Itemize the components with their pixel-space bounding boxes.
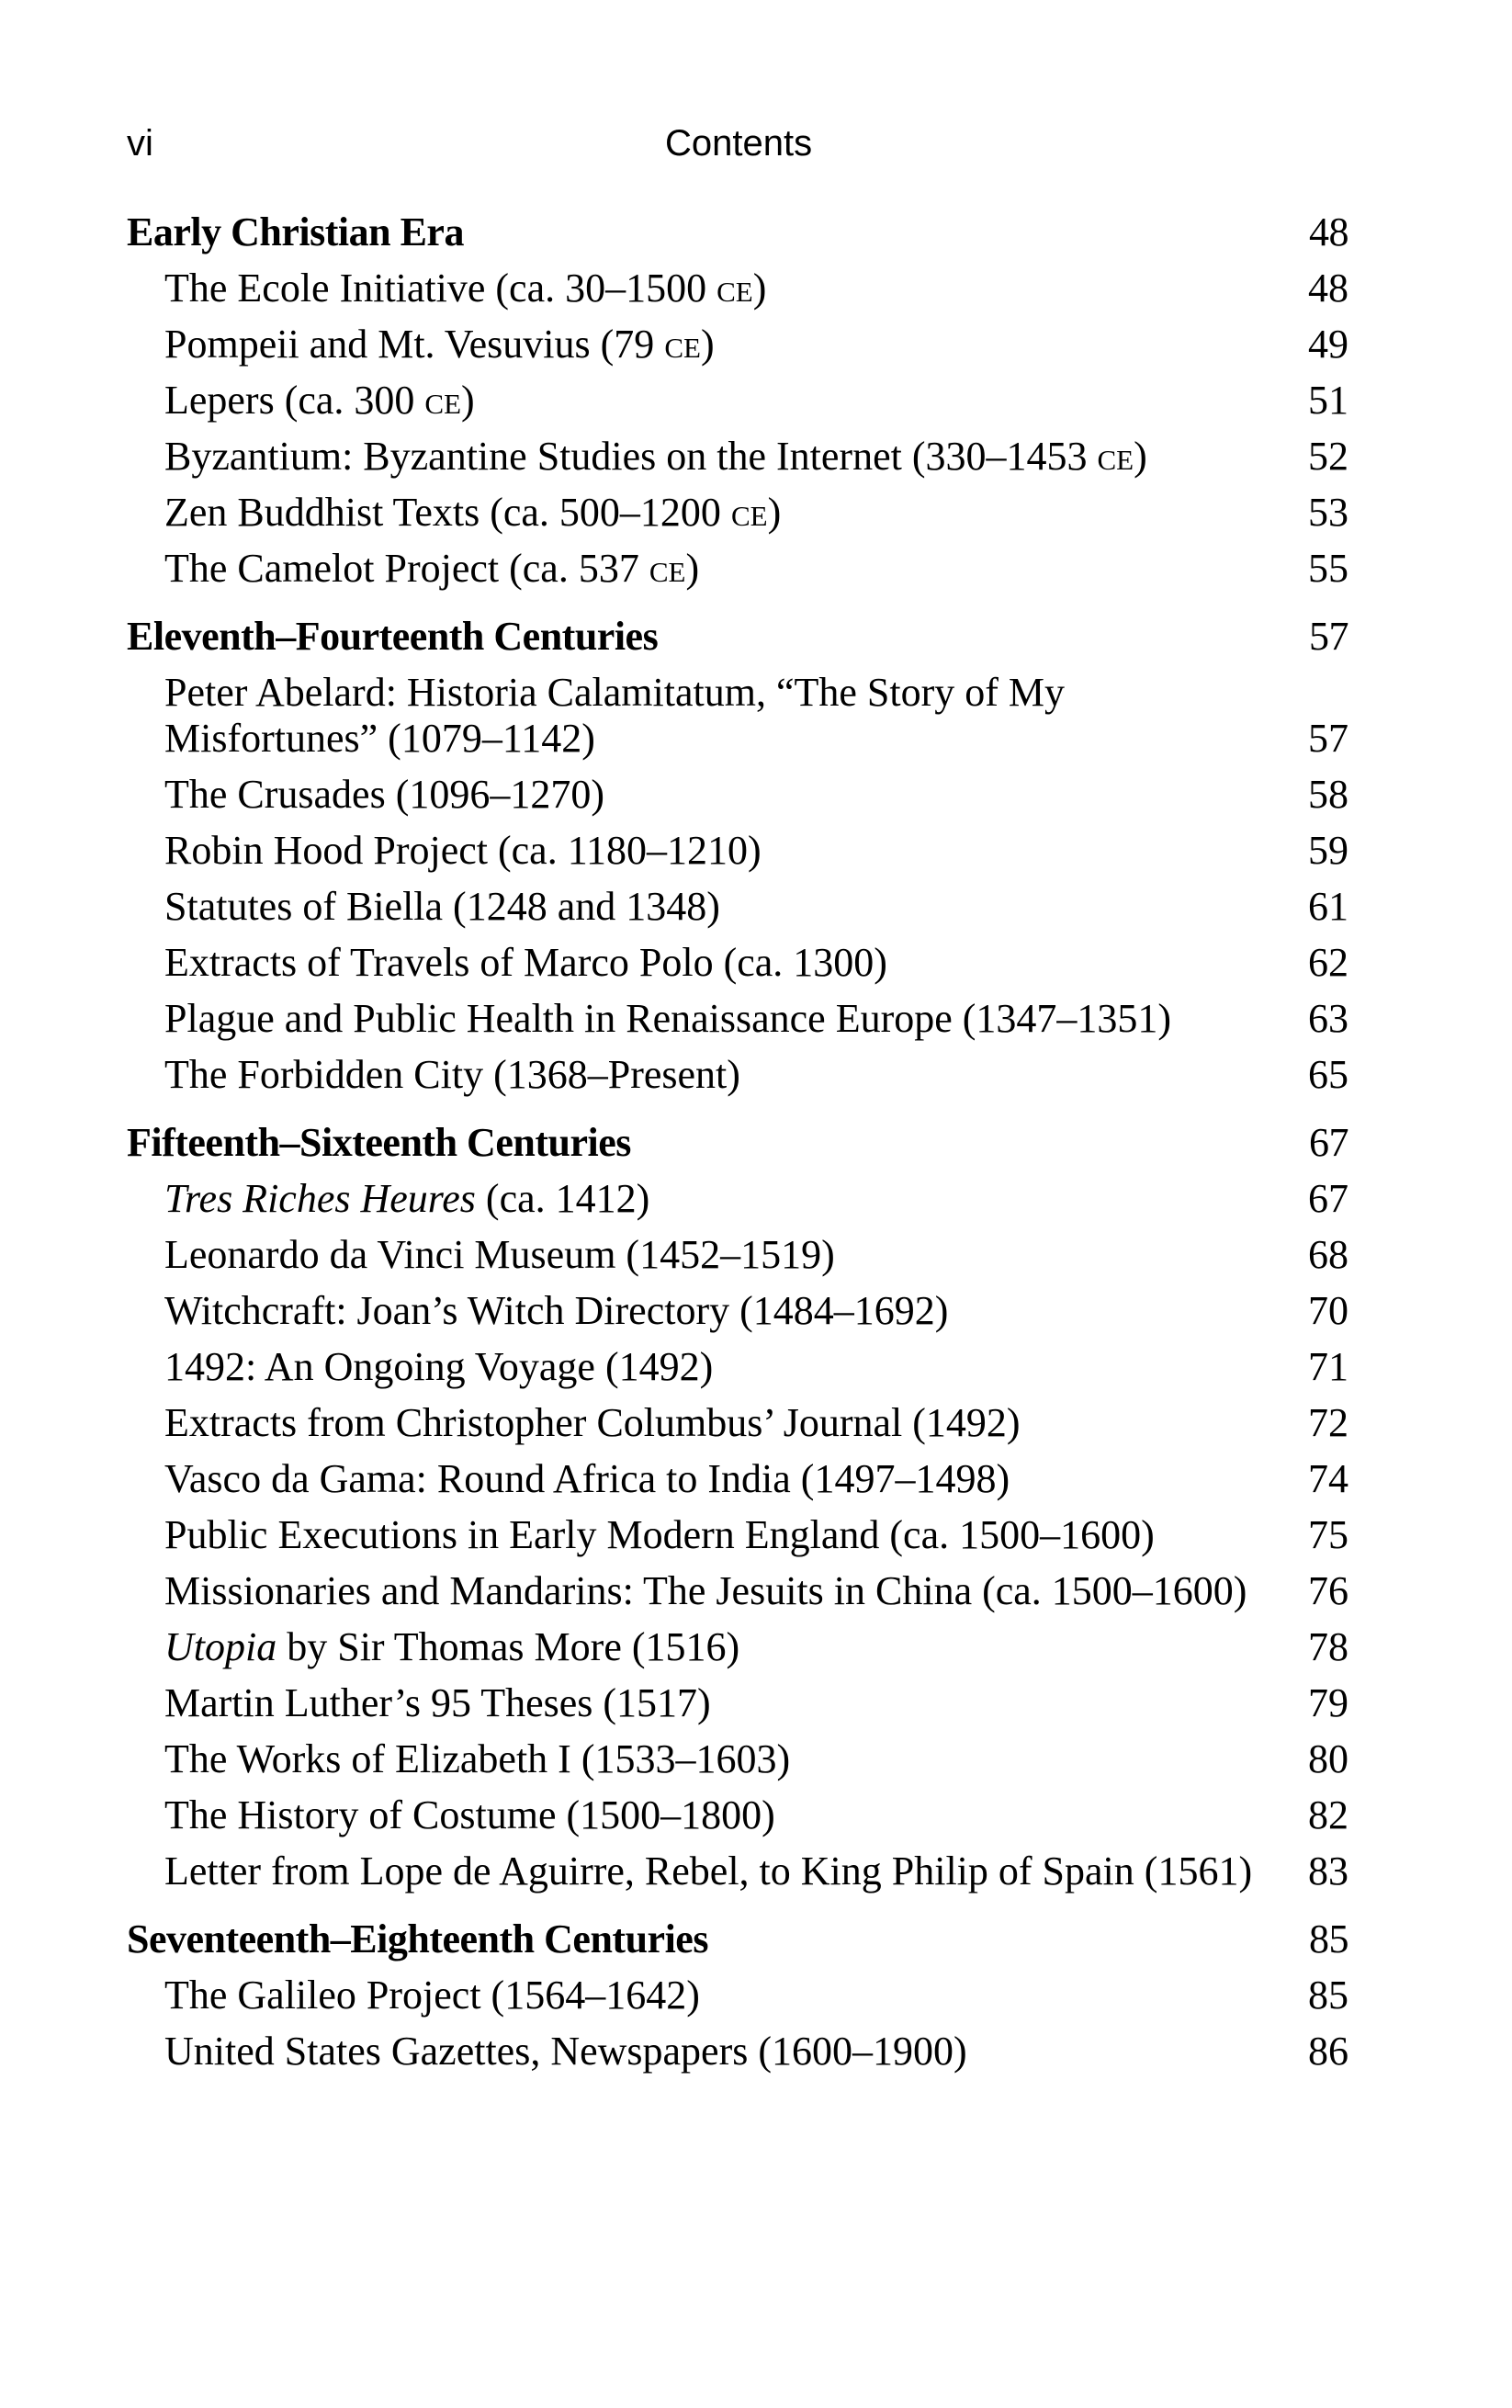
entry-page-number: 49 (1308, 322, 1348, 367)
entry-title: The Works of Elizabeth I (1533–1603) (164, 1736, 791, 1781)
entry-title: The Galileo Project (1564–1642) (164, 1973, 700, 2018)
section-page-number: 67 (1309, 1120, 1348, 1165)
toc-entry (127, 1676, 1348, 1732)
section-page-number: 85 (1309, 1916, 1348, 1961)
section-heading-row (127, 1113, 1348, 1171)
entry-title: Byzantium: Byzantine Studies on the Internet (330–1453 ce) (164, 434, 1147, 479)
entry-title-rest: (ca. 1412) (475, 1176, 650, 1221)
toc-entry (127, 935, 1348, 991)
folio-number: vi (127, 123, 153, 164)
entry-title: Robin Hood Project (ca. 1180–1210) (164, 828, 762, 873)
toc-section (127, 1113, 1348, 1900)
toc-entry (127, 485, 1348, 541)
entry-title: Public Executions in Early Modern England (ca. 1500–1600) (164, 1512, 1155, 1557)
entry-title: Witchcraft: Joan’s Witch Directory (1484–1692) (164, 1288, 949, 1333)
era-abbreviation: ce (717, 266, 753, 311)
toc-entry (127, 879, 1348, 935)
toc-entry (127, 1968, 1348, 2024)
entry-page-number: 51 (1308, 378, 1348, 423)
table-of-contents (127, 202, 1348, 2080)
entry-title: Vasco da Gama: Round Africa to India (1497–1498) (164, 1456, 1010, 1501)
entry-title-rest: by Sir Thomas More (1516) (276, 1624, 740, 1669)
section-heading-row (127, 1909, 1348, 1968)
entry-page-number: 67 (1308, 1176, 1348, 1221)
era-abbreviation: ce (730, 490, 768, 535)
entry-title: Statutes of Biella (1248 and 1348) (164, 884, 720, 929)
toc-entry (127, 261, 1348, 317)
entry-title: Lepers (ca. 300 ce) (164, 378, 475, 423)
toc-entry (127, 373, 1348, 429)
entry-title-italic: Utopia (164, 1624, 277, 1669)
entry-page-number: 71 (1308, 1344, 1348, 1389)
entry-title: Zen Buddhist Texts (ca. 500–1200 ce) (164, 490, 782, 535)
era-abbreviation: ce (649, 546, 686, 591)
era-abbreviation: ce (664, 322, 701, 367)
entry-page-number: 57 (1308, 716, 1348, 761)
entry-title: Leonardo da Vinci Museum (1452–1519) (164, 1232, 835, 1277)
section-heading-row (127, 202, 1348, 261)
toc-entry (127, 1620, 1348, 1676)
entry-title: The Ecole Initiative (ca. 30–1500 ce) (164, 266, 767, 311)
entry-page-number: 86 (1308, 2029, 1348, 2074)
era-abbreviation: ce (1097, 434, 1134, 479)
section-heading: Early Christian Era (127, 209, 464, 254)
entry-title: Peter Abelard: Historia Calamitatum, “The Story of My Misfortunes” (1079–1142) (164, 670, 1066, 761)
toc-entry (127, 1732, 1348, 1788)
toc-entry (127, 1283, 1348, 1340)
entry-page-number: 75 (1308, 1512, 1348, 1557)
entry-page-number: 85 (1308, 1973, 1348, 2018)
toc-entry (127, 429, 1348, 485)
toc-entry (127, 541, 1348, 597)
section-heading: Eleventh–Fourteenth Centuries (127, 614, 659, 659)
toc-entry (127, 317, 1348, 373)
running-head (127, 118, 1348, 169)
section-page-number: 57 (1309, 614, 1348, 659)
toc-section (127, 202, 1348, 597)
entry-page-number: 55 (1308, 546, 1348, 591)
entry-page-number: 63 (1308, 996, 1348, 1041)
section-page-number: 48 (1309, 209, 1348, 254)
toc-entry (127, 665, 1348, 767)
toc-entry (127, 823, 1348, 879)
toc-entry (127, 1171, 1348, 1227)
toc-entry (127, 1396, 1348, 1452)
entry-page-number: 59 (1308, 828, 1348, 873)
entry-page-number: 53 (1308, 490, 1348, 535)
entry-page-number: 76 (1308, 1568, 1348, 1613)
toc-entry (127, 1788, 1348, 1844)
entry-page-number: 61 (1308, 884, 1348, 929)
entry-page-number: 72 (1308, 1400, 1348, 1445)
entry-title: Letter from Lope de Aguirre, Rebel, to King Philip of Spain (1561) (164, 1848, 1253, 1894)
entry-page-number: 79 (1308, 1680, 1348, 1725)
toc-entry (127, 1564, 1348, 1620)
entry-page-number: 80 (1308, 1736, 1348, 1781)
toc-entry (127, 1508, 1348, 1564)
entry-page-number: 58 (1308, 772, 1348, 817)
entry-title: Pompeii and Mt. Vesuvius (79 ce) (164, 322, 715, 367)
entry-title: Martin Luther’s 95 Theses (1517) (164, 1680, 711, 1725)
toc-section (127, 606, 1348, 1103)
entry-title: The Crusades (1096–1270) (164, 772, 605, 817)
toc-entry (127, 1047, 1348, 1103)
toc-entry (127, 1844, 1348, 1900)
entry-title: Plague and Public Health in Renaissance Europe (1347–1351) (164, 996, 1172, 1041)
toc-section (127, 1909, 1348, 2080)
entry-title: 1492: An Ongoing Voyage (1492) (164, 1344, 714, 1389)
entry-title: United States Gazettes, Newspapers (1600–1900) (164, 2029, 967, 2074)
section-heading-row (127, 606, 1348, 665)
entry-title (127, 1624, 1293, 1670)
entry-title: Extracts from Christopher Columbus’ Journal (1492) (164, 1400, 1021, 1445)
entry-title: The Forbidden City (1368–Present) (164, 1052, 740, 1097)
running-head-title: Contents (665, 123, 813, 164)
entry-page-number: 62 (1308, 940, 1348, 985)
entry-title: Extracts of Travels of Marco Polo (ca. 1300) (164, 940, 887, 985)
era-abbreviation: ce (424, 378, 462, 423)
toc-entry (127, 1452, 1348, 1508)
toc-entry (127, 1227, 1348, 1283)
entry-page-number: 65 (1308, 1052, 1348, 1097)
entry-page-number: 83 (1308, 1848, 1348, 1894)
entry-page-number: 82 (1308, 1792, 1348, 1837)
entry-page-number: 74 (1308, 1456, 1348, 1501)
entry-title-italic: Tres Riches Heures (164, 1176, 476, 1221)
toc-entry (127, 767, 1348, 823)
entry-page-number: 68 (1308, 1232, 1348, 1277)
entry-title: The Camelot Project (ca. 537 ce) (164, 546, 700, 591)
section-heading: Fifteenth–Sixteenth Centuries (127, 1120, 631, 1165)
entry-page-number: 78 (1308, 1624, 1348, 1669)
entry-page-number: 52 (1308, 434, 1348, 479)
entry-title: Missionaries and Mandarins: The Jesuits in China (ca. 1500–1600) (164, 1568, 1247, 1613)
entry-title (127, 1176, 1293, 1222)
toc-entry (127, 991, 1348, 1047)
toc-entry (127, 2024, 1348, 2080)
entry-page-number: 70 (1308, 1288, 1348, 1333)
toc-entry (127, 1340, 1348, 1396)
entry-title: The History of Costume (1500–1800) (164, 1792, 775, 1837)
section-heading: Seventeenth–Eighteenth Centuries (127, 1916, 708, 1961)
entry-page-number: 48 (1308, 266, 1348, 311)
